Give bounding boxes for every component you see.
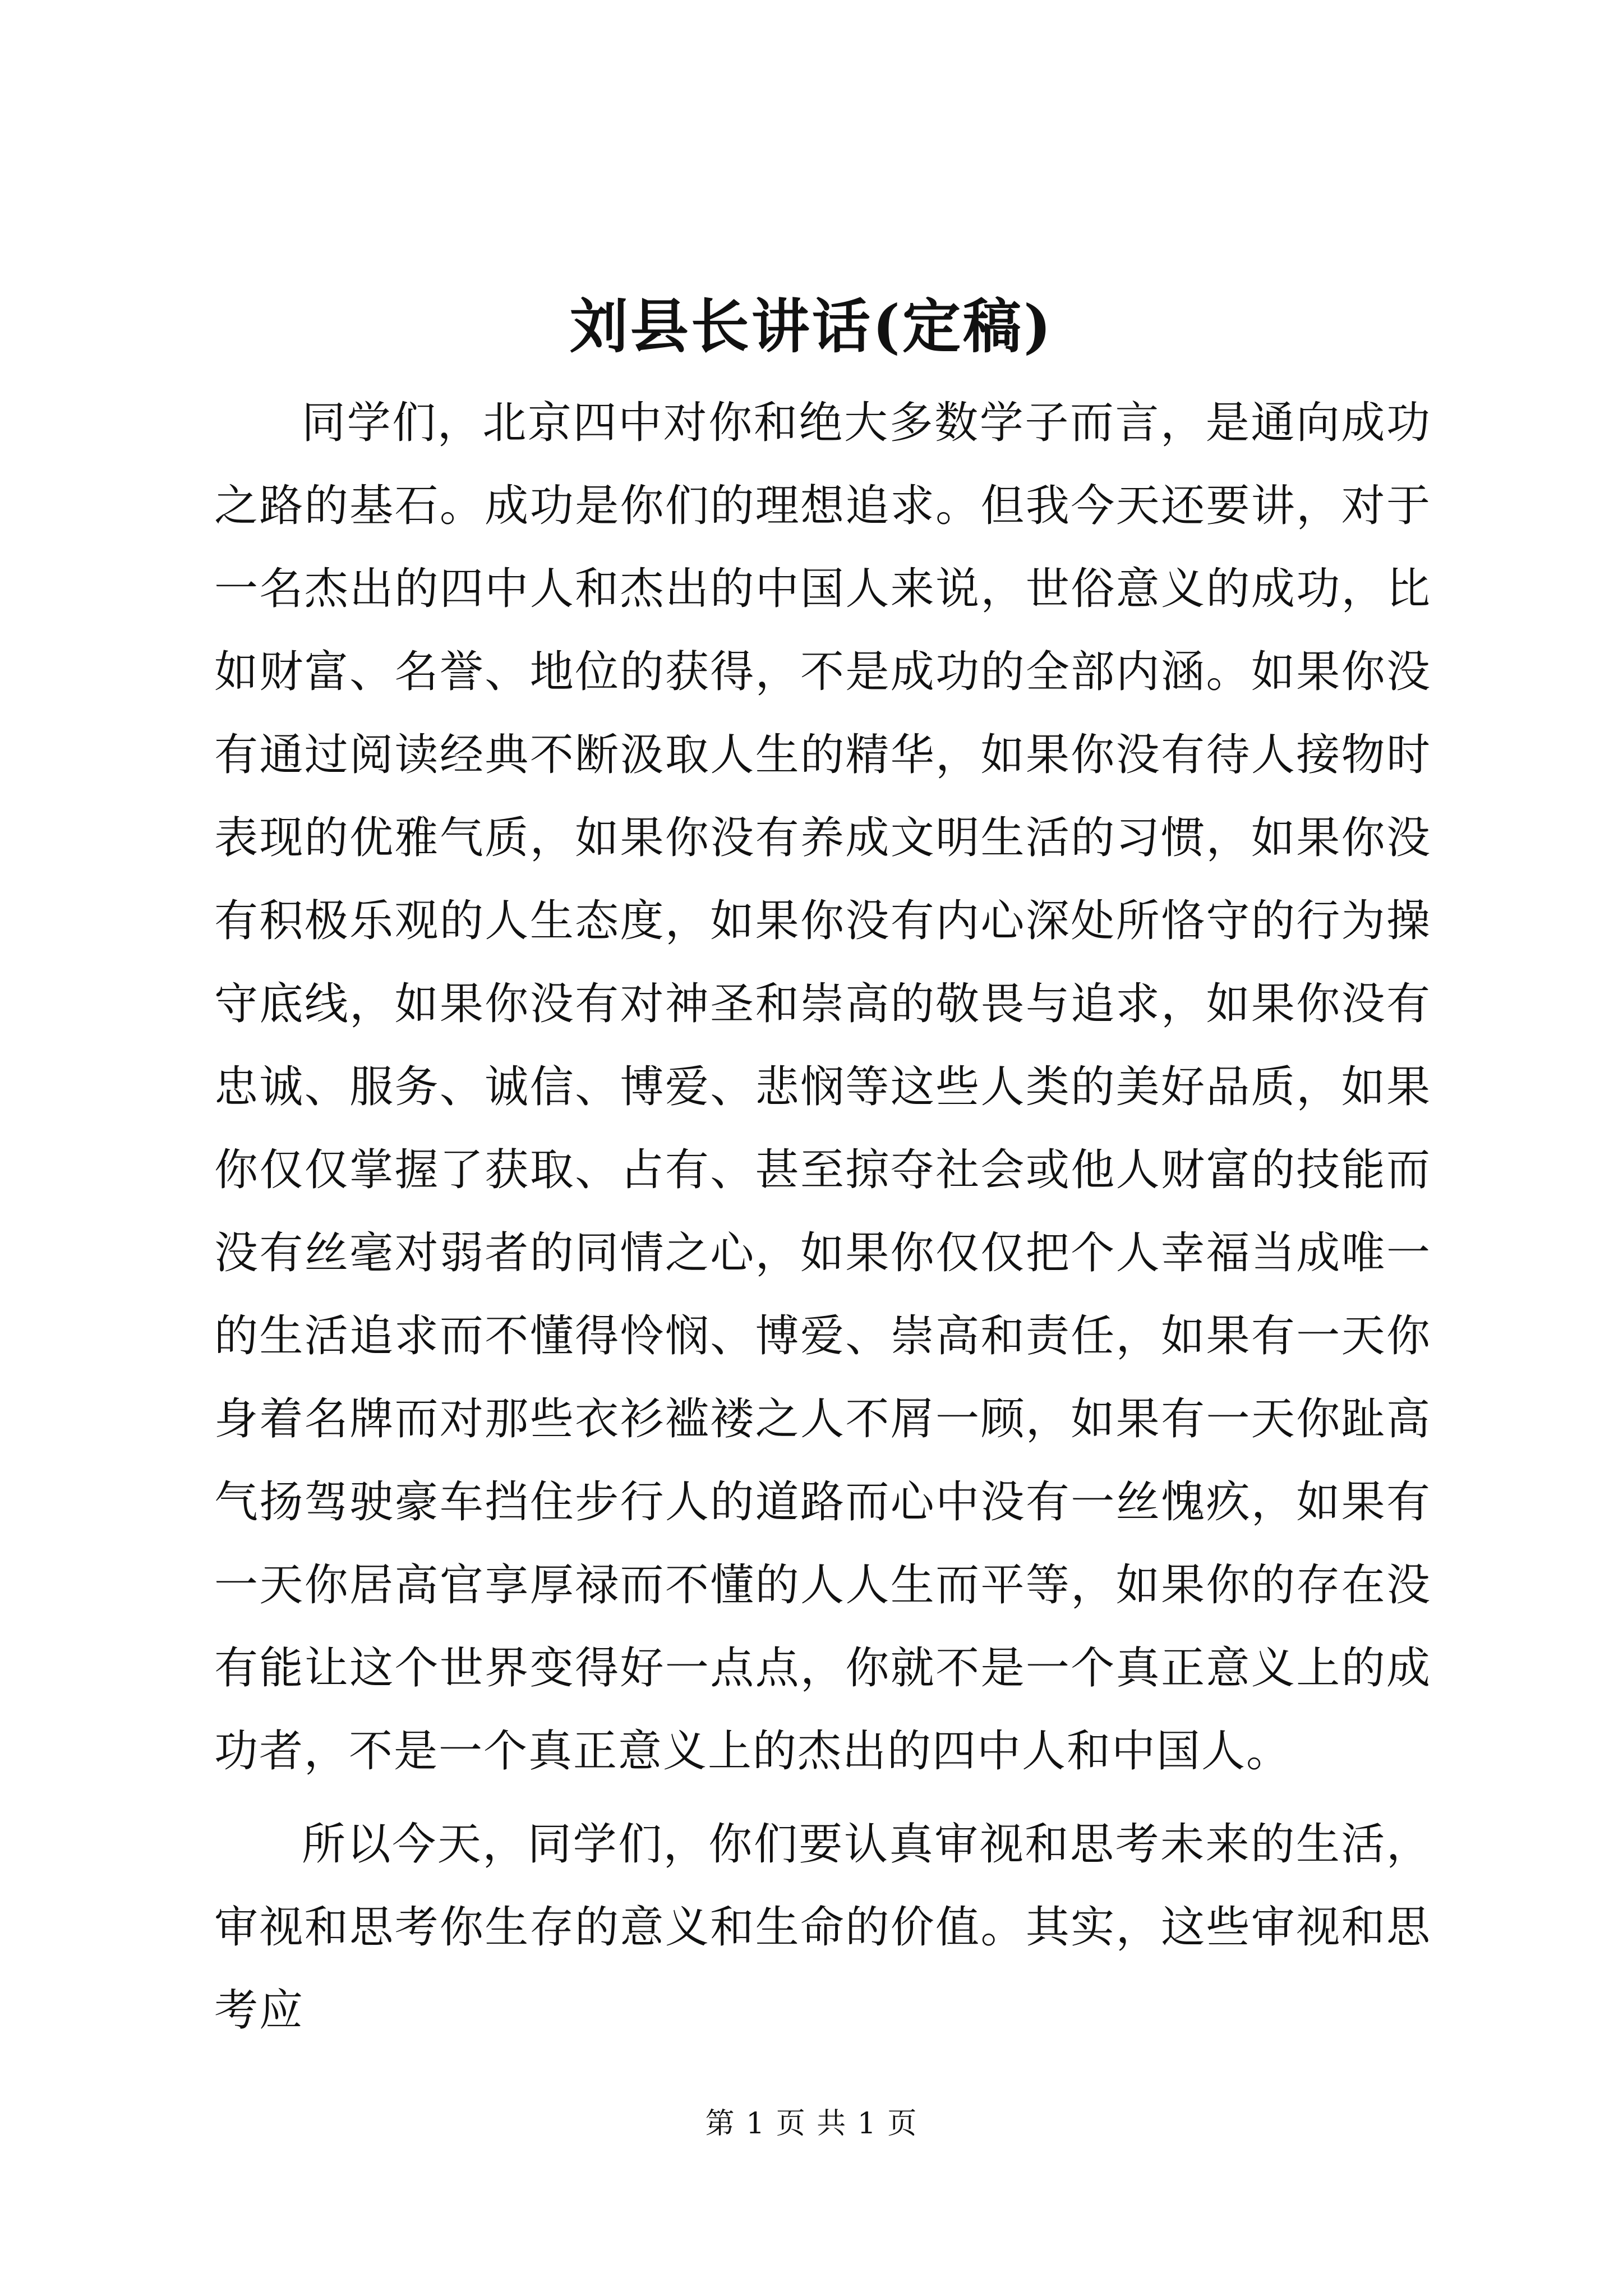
page-number-footer: 第 1 页 共 1 页 xyxy=(705,2107,918,2141)
document-body xyxy=(214,381,1431,2052)
paragraph-2: 所以今天，同学们，你们要认真审视和思考未来的生活，审视和思考你生存的意义和生命的价值。其实，这些审视和思考应 xyxy=(214,1819,1431,2036)
page-title: 刘县长讲话(定稿) xyxy=(569,292,1054,361)
paragraph-1: 同学们，北京四中对你和绝大多数学子而言，是通向成功之路的基石。成功是你们的理想追求。但我今天还要讲，对于一名杰出的四中人和杰出的中国人来说，世俗意义的成功，比如财富、名誉、地位的获得，不是成功的全部内涵。如果你没有通过阅读经典不断汲取人生的精华，如果你没有待人接物时表现的优雅气质，如果你没有养成文明生活的习惯，如果你没有积极乐观的人生态度，如果你没有内心深处所恪守的行为操守底线，如果你没有对神圣和崇高的敬畏与追求，如果你没有忠诚、服务、诚信、博爱、悲悯等这些人类的美好品质，如果你仅仅掌握了获取、占有、甚至掠夺社会或他人财富的技能而没有丝毫对弱者的同情之心，如果你仅仅把个人幸福当成唯一的生活追求而不懂得怜悯、博爱、崇高和责任，如果有一天你身着名牌而对那些衣衫褴褛之人不屑一顾，如果有一天你趾高气扬驾驶豪车挡住步行人的道路而心中没有一丝愧疚，如果有一天你居高官享厚禄而不懂的人人生而平等，如果你的存在没有能让这个世界变得好一点点，你就不是一个真正意义上的成功者，不是一个真正意义上的杰出的四中人和中国人。 xyxy=(214,398,1431,1777)
